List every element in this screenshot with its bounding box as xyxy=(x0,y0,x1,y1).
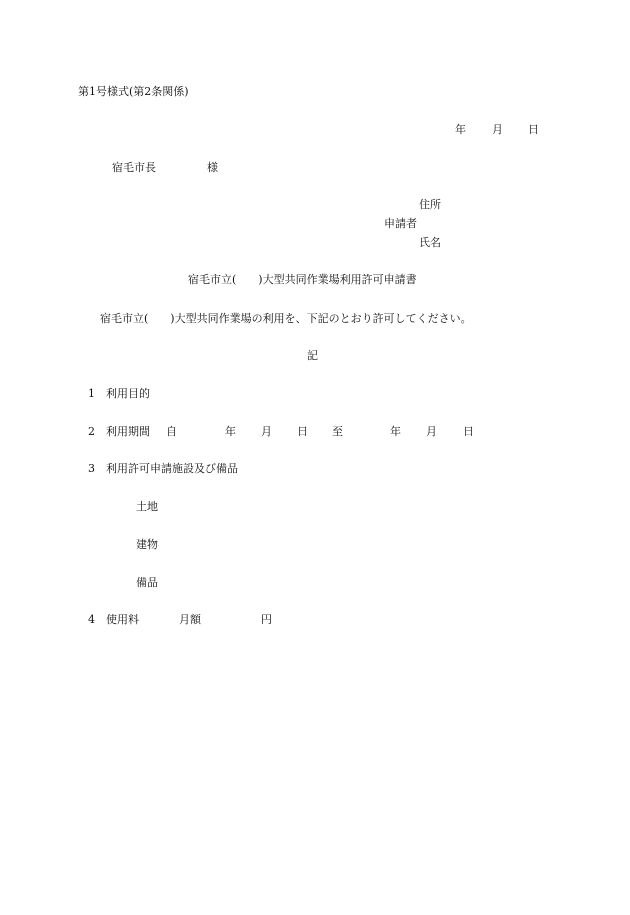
address-label: 住所 xyxy=(419,198,441,211)
date-month: 月 xyxy=(492,123,503,136)
item4-number: 4 xyxy=(88,613,95,626)
item3-building: 建物 xyxy=(136,538,158,551)
item3-equipment: 備品 xyxy=(136,576,158,589)
item2-number: 2 xyxy=(88,425,95,438)
item2-to: 至 xyxy=(332,425,343,438)
item3-land: 土地 xyxy=(136,500,158,513)
addressee-honorific: 様 xyxy=(207,161,218,174)
item2-to-month: 月 xyxy=(426,425,437,438)
item1-label: 利用目的 xyxy=(106,387,150,400)
item2-to-year: 年 xyxy=(390,425,401,438)
item1-number: 1 xyxy=(88,387,95,400)
item2-to-day: 日 xyxy=(463,425,474,438)
item4-yen: 円 xyxy=(261,613,272,626)
item2-from-year: 年 xyxy=(225,425,236,438)
item2-from-month: 月 xyxy=(261,425,272,438)
date-year: 年 xyxy=(455,123,466,136)
item2-from-day: 日 xyxy=(297,425,308,438)
ki-mark: 記 xyxy=(307,349,318,362)
item3-number: 3 xyxy=(88,462,95,475)
date-day: 日 xyxy=(528,123,539,136)
document-title: 宿毛市立( )大型共同作業場利用許可申請書 xyxy=(188,273,417,286)
addressee-name: 宿毛市長 xyxy=(112,161,156,174)
item4-label: 使用料 xyxy=(106,613,139,626)
applicant-label: 申請者 xyxy=(384,217,417,230)
name-label: 氏名 xyxy=(419,236,441,249)
item2-from: 自 xyxy=(166,425,177,438)
item2-label: 利用期間 xyxy=(106,425,150,438)
document-body: 宿毛市立( )大型共同作業場の利用を、下記のとおり許可してください。 xyxy=(100,312,472,325)
item3-label: 利用許可申請施設及び備品 xyxy=(106,462,238,475)
item4-monthly: 月額 xyxy=(179,613,201,626)
form-number: 第1号様式(第2条関係) xyxy=(78,85,189,98)
